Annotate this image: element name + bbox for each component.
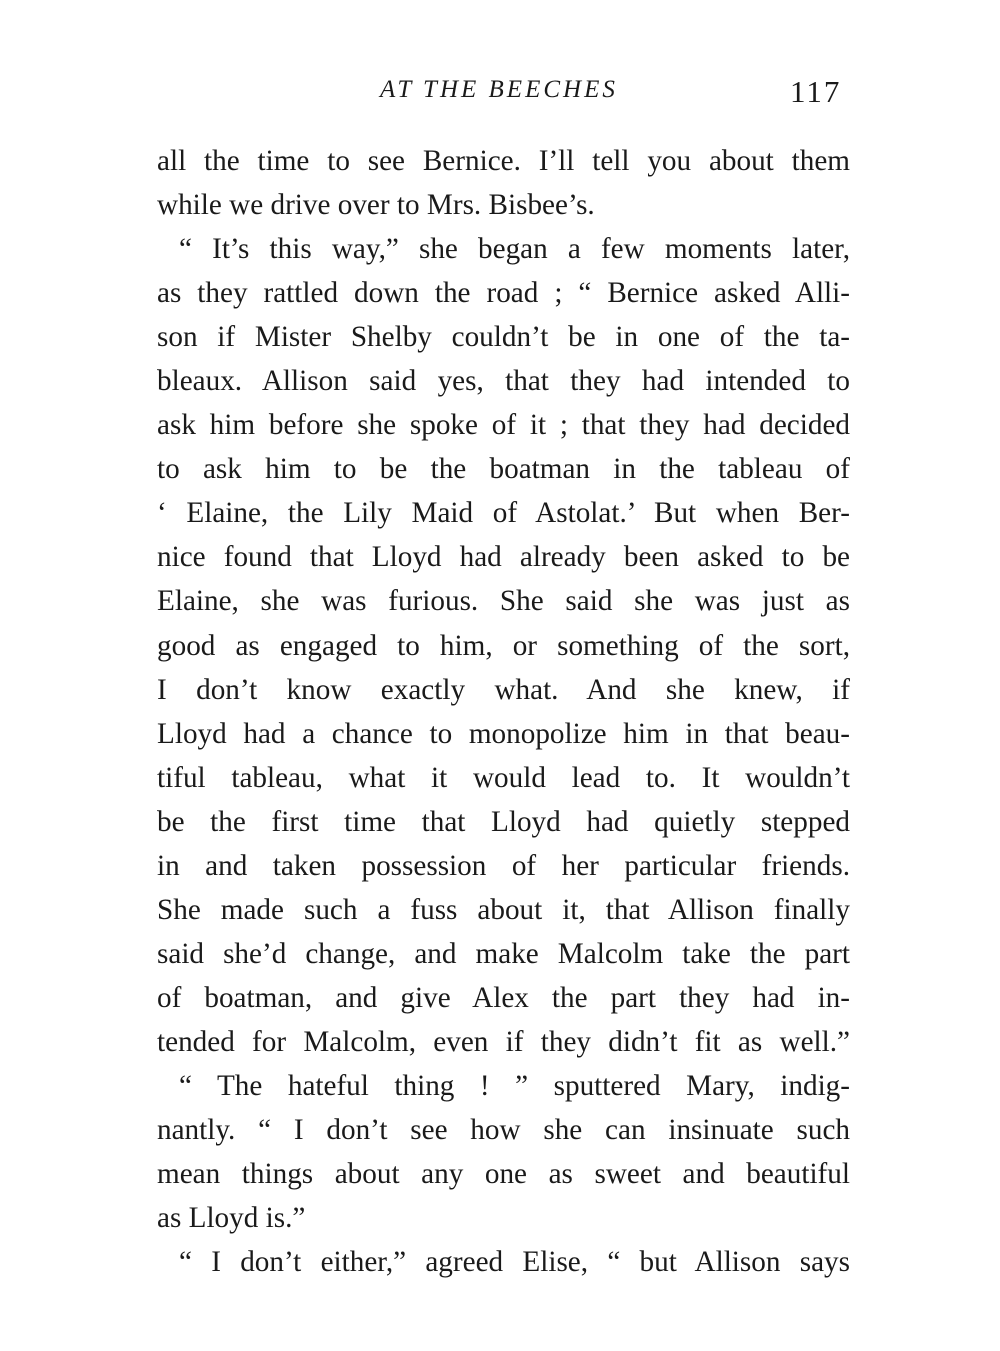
text-line: “ It’s this way,” she began a few moments later, — [179, 233, 850, 266]
text-line: son if Mister Shelby couldn’t be in one of the ta- — [157, 321, 850, 354]
text-line: mean things about any one as sweet and beautiful — [157, 1158, 850, 1191]
page-number: 117 — [790, 74, 842, 109]
text-line: be the first time that Lloyd had quietly stepped — [157, 805, 850, 838]
text-line: nantly. “ I don’t see how she can insinuate such — [157, 1114, 850, 1147]
text-line: in and taken possession of her particular friends. — [157, 849, 850, 882]
text-line: “ The hateful thing ! ” sputtered Mary, indig- — [179, 1069, 850, 1102]
text-line: all the time to see Bernice. I’ll tell you about them — [157, 145, 850, 177]
text-line: as Lloyd is.” — [157, 1202, 306, 1235]
text-line: tiful tableau, what it would lead to. It wouldn’t — [157, 761, 850, 794]
text-line: good as engaged to him, or something of the sort, — [157, 629, 850, 662]
text-line: of boatman, and give Alex the part they had in- — [157, 981, 850, 1014]
text-line: to ask him to be the boatman in the tableau of — [157, 453, 850, 486]
text-line: Lloyd had a chance to monopolize him in that beau- — [157, 717, 850, 750]
text-line: nice found that Lloyd had already been asked to be — [157, 541, 850, 574]
text-line: said she’d change, and make Malcolm take the part — [157, 937, 850, 970]
running-head: AT THE BEECHES — [380, 76, 618, 103]
body-text — [157, 139, 850, 1284]
text-line: “ I don’t either,” agreed Elise, “ but Allison says — [179, 1246, 850, 1279]
text-line: as they rattled down the road ; “ Bernice asked Alli- — [157, 277, 850, 310]
page-header — [0, 76, 1000, 116]
text-line: ask him before she spoke of it ; that they had decided — [157, 409, 850, 442]
text-line: while we drive over to Mrs. Bisbee’s. — [157, 189, 595, 222]
text-line: I don’t know exactly what. And she knew, if — [157, 673, 850, 706]
text-line: bleaux. Allison said yes, that they had intended to — [157, 365, 850, 398]
text-line: tended for Malcolm, even if they didn’t fit as well.” — [157, 1025, 850, 1058]
text-line: She made such a fuss about it, that Allison finally — [157, 893, 850, 926]
text-line: Elaine, she was furious. She said she was just as — [157, 585, 850, 618]
text-line: ‘ Elaine, the Lily Maid of Astolat.’ But when Ber- — [157, 497, 850, 530]
